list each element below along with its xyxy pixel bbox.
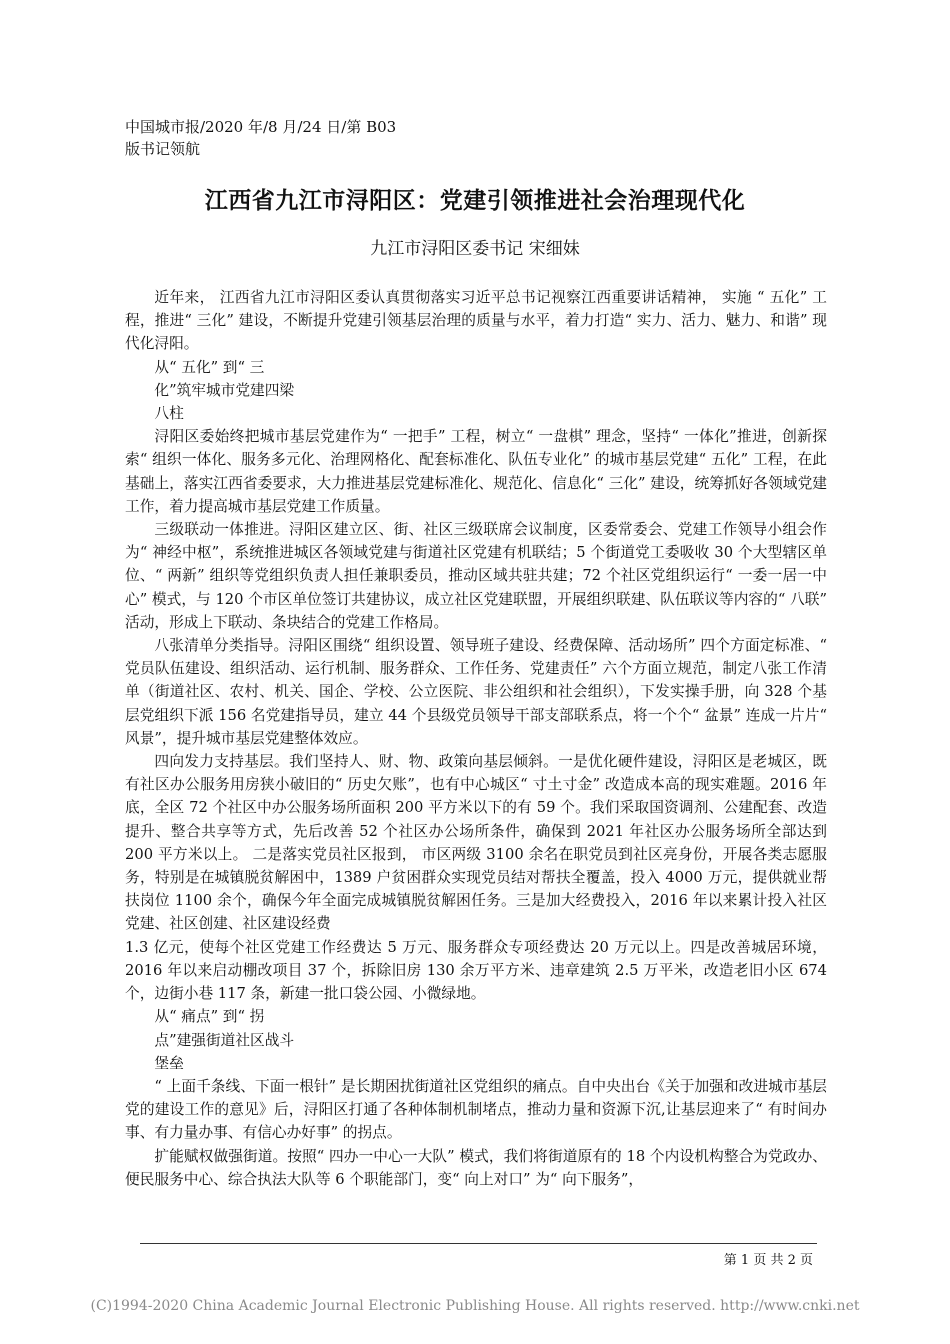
article-meta bbox=[125, 116, 396, 160]
paragraph: “ 上面千条线、下面一根针” 是长期困扰街道社区党组织的痛点。自中央出台《关于加强和改进城市基层党的建设工作的意见》后，浔阳区打通了各种体制机制堵点，推动力量和资源下沉,让基层迎来了“ 有时间办事、有力量办事、有信心办好事” 的拐点。 bbox=[125, 1077, 827, 1142]
paragraph: 近年来， 江西省九江市浔阳区委认真贯彻落实习近平总书记视察江西重要讲话精神， 实施 “ 五化” 工程，推进“ 三化” 建设，不断提升党建引领基层治理的质量与水平，着力打造“ 实力、活力、魅力、和谐” 现代化浔阳。 bbox=[125, 289, 827, 353]
section-heading: 点”建强街道社区战斗 bbox=[154, 1031, 295, 1049]
copyright-notice: (C)1994-2020 China Academic Journal Electronic Publishing House. All rights reserved. http://www.cnki.net bbox=[90, 1298, 860, 1314]
paragraph: 八张清单分类指导。浔阳区围绕“ 组织设置、领导班子建设、经费保障、活动场所” 四个方面定标准、“ 党员队伍建设、组织活动、运行机制、服务群众、工作任务、党建责任” 六个方面立规范，制定八张工作清单（街道社区、农村、机关、国企、学校、公立医院、非公组织和社会组织），下发实操手册，向 328 个基层党组织下派 156 名党建指导员，建立 44 个县级党员领导干部支部联系点，将一个个“ 盆景” 连成一片片“ 风景”，提升城市基层党建整体效应。 bbox=[125, 637, 827, 747]
page-number: 第 1 页 共 2 页 bbox=[723, 1253, 813, 1268]
article-body bbox=[125, 286, 827, 1191]
section-heading: 化”筑牢城市党建四梁 bbox=[154, 381, 295, 399]
paragraph: 扩能赋权做强街道。按照“ 四办一中心一大队” 模式，我们将街道原有的 18 个内设机构整合为党政办、便民服务中心、综合执法大队等 6 个职能部门，变“ 向上对口” 为“ 向下服务”， bbox=[125, 1147, 827, 1188]
source-line: 中国城市报/2020 年/8 月/24 日/第 B03 bbox=[125, 118, 397, 136]
section-heading: 八柱 bbox=[154, 405, 184, 423]
paragraph: 1.3 亿元，使每个社区党建工作经费达 5 万元、服务群众专项经费达 20 万元以上。四是改善城居环境，2016 年以来启动棚改项目 37 个，拆除旧房 130 余万平方米、违章建筑 2.5 万平米，改造老旧小区 674 个，边街小巷 117 条，新建一批口袋公园、小微绿地。 bbox=[125, 938, 827, 1003]
section-heading: 从“ 痛点” 到“ 拐 bbox=[154, 1008, 265, 1026]
section-heading: 从“ 五化” 到“ 三 bbox=[154, 358, 265, 376]
footer-divider bbox=[140, 1243, 817, 1244]
article-author: 九江市浔阳区委书记 宋细妹 bbox=[370, 239, 580, 259]
paragraph: 四向发力支持基层。我们坚持人、财、物、政策向基层倾斜。一是优化硬件建设，浔阳区是老城区，既有社区办公服务用房狭小破旧的“ 历史欠账”，也有中心城区“ 寸土寸金” 改造成本高的现实难题。2016 年底，全区 72 个社区中办公服务场所面积 200 平方米以下的有 59 个。我们采取国资调剂、公建配套、改造提升、整合共享等方式，先后改善 52 个社区办公场所条件，确保到 2021 年社区办公服务场所全部达到 200 平方米以上。 二是落实党员社区报到， 市区两级 3100 余名在职党员到社区亮身份，开展各类志愿服务，特别是在城镇脱贫解困中，1389 户贫困群众实现党员结对帮扶全覆盖，投入 4000 万元，提供就业帮扶岗位 1100 余个，确保今年全面完成城镇脱贫解困任务。三是加大经费投入，2016 年以来累计投入社区党建、社区创建、社区建设经费 bbox=[125, 753, 827, 933]
article-title: 江西省九江市浔阳区：党建引领推进社会治理现代化 bbox=[204, 188, 746, 214]
paragraph: 浔阳区委始终把城市基层党建作为“ 一把手” 工程，树立“ 一盘棋” 理念，坚持“ 一体化”推进，创新探索“ 组织一体化、服务多元化、治理网格化、配套标准化、队伍专业化” 的城市基层党建“ 五化” 工程，在此基础上，落实江西省委要求，大力推进基层党建标准化、规范化、信息化“ 三化” 建设，统筹抓好各领域党建工作，着力提高城市基层党建工作质量。 bbox=[125, 428, 827, 515]
section-heading: 堡垒 bbox=[154, 1054, 184, 1072]
paragraph: 三级联动一体推进。浔阳区建立区、街、社区三级联席会议制度，区委常委会、党建工作领导小组会作为“ 神经中枢”，系统推进城区各领域党建与街道社区党建有机联结；5 个街道党工委吸收 30 个大型辖区单位、“ 两新” 组织等党组织负责人担任兼职委员，推动区域共驻共建；72 个社区党组织运行“ 一委一居一中心” 模式，与 120 个市区单位签订共建协议，成立社区党建联盟，开展组织联建、队伍联议等内容的“ 八联” 活动，形成上下联动、条块结合的党建工作格局。 bbox=[125, 521, 827, 631]
section-label: 版书记领航 bbox=[125, 140, 201, 158]
